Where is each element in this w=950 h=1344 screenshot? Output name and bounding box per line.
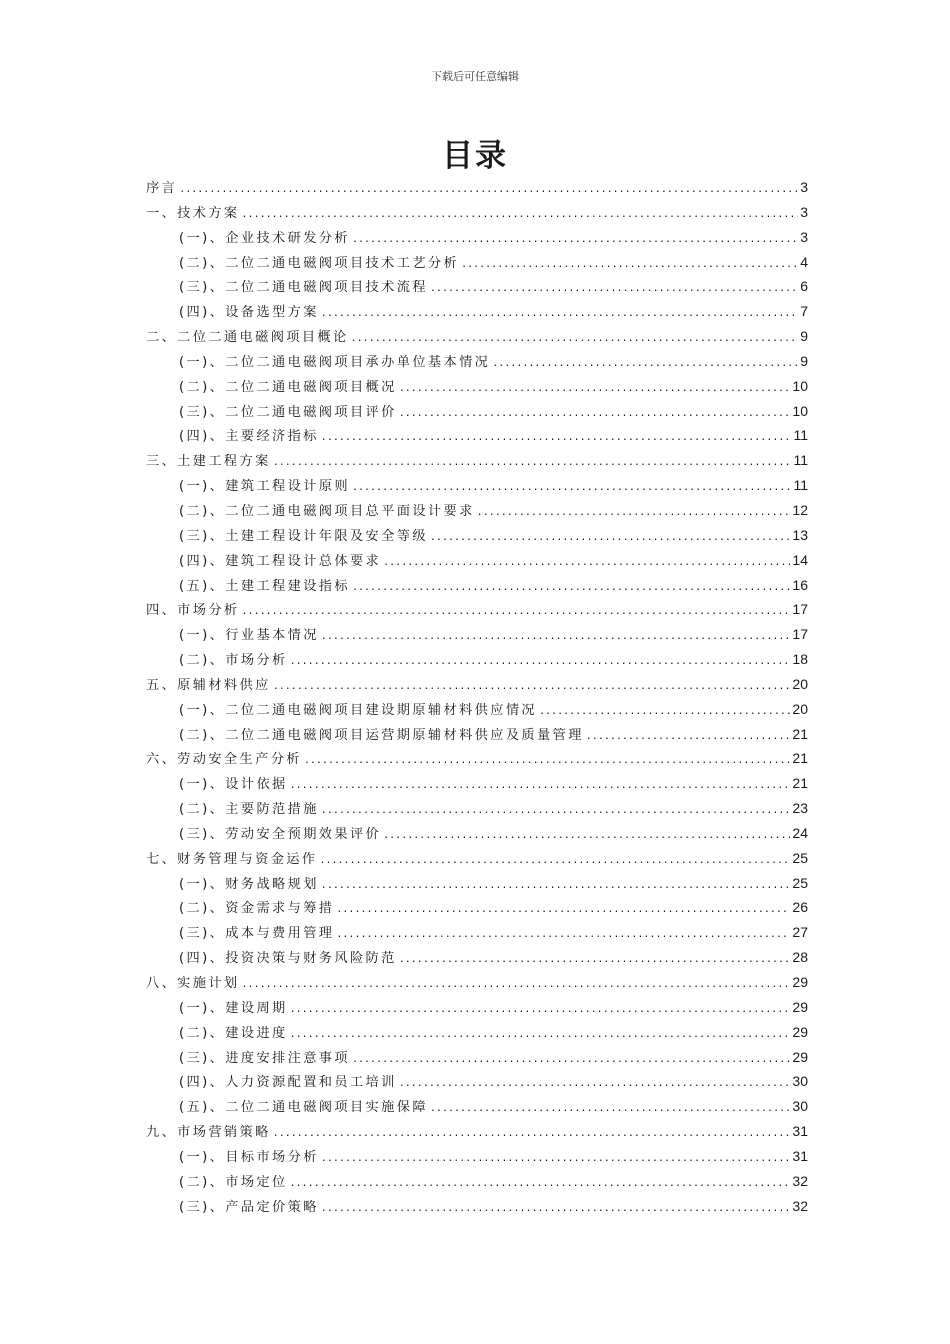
toc-leader-dots [290, 1172, 791, 1197]
toc-entry-title: 二、二位二通电磁阀项目概论 [146, 330, 349, 346]
toc-leader-dots [290, 1023, 791, 1048]
toc-leader-dots [321, 302, 798, 327]
toc-page-number: 29 [792, 998, 808, 1015]
toc-entry[interactable] [146, 175, 808, 200]
toc-leader-dots [273, 1122, 791, 1147]
toc-entry[interactable] [146, 597, 808, 622]
toc-page-number: 11 [793, 452, 808, 469]
toc-entry-title: (三)、成本与费用管理 [179, 926, 335, 942]
toc-page-number: 12 [792, 501, 808, 518]
toc-page-number: 32 [792, 1172, 808, 1189]
toc-page-number: 6 [800, 278, 808, 295]
toc-entry[interactable] [146, 200, 808, 225]
toc-subentry[interactable] [146, 1045, 808, 1070]
toc-entry[interactable] [146, 324, 808, 349]
toc-leader-dots [399, 377, 791, 402]
toc-entry-title: (一)、企业技术研发分析 [179, 230, 350, 246]
toc-page-number: 31 [792, 1147, 808, 1164]
toc-entry-title: 七、财务管理与资金运作 [146, 851, 318, 867]
toc-subentry[interactable] [146, 1020, 808, 1045]
toc-subentry[interactable] [146, 498, 808, 523]
toc-page-number: 30 [792, 1073, 808, 1090]
toc-entry-title: (四)、人力资源配置和员工培训 [179, 1075, 397, 1091]
toc-entry-title: (三)、土建工程设计年限及安全等级 [179, 528, 428, 544]
toc-page-number: 7 [800, 303, 808, 320]
toc-entry-title: (三)、进度安排注意事项 [179, 1050, 350, 1066]
toc-page-number: 11 [793, 427, 808, 444]
toc-leader-dots [336, 923, 790, 948]
toc-subentry[interactable] [146, 523, 808, 548]
toc-subentry[interactable] [146, 473, 808, 498]
toc-entry-title: (一)、二位二通电磁阀项目承办单位基本情况 [179, 354, 491, 370]
toc-subentry[interactable] [146, 796, 808, 821]
toc-leader-dots [304, 749, 791, 774]
toc-page-number: 10 [792, 402, 808, 419]
toc-leader-dots [430, 526, 791, 551]
toc-subentry[interactable] [146, 697, 808, 722]
toc-entry-title: (三)、二位二通电磁阀项目技术流程 [179, 280, 428, 296]
toc-entry[interactable] [146, 970, 808, 995]
toc-leader-dots [383, 551, 790, 576]
toc-page-number: 17 [792, 601, 808, 618]
toc-leader-dots [179, 178, 798, 203]
toc-subentry[interactable] [146, 1169, 808, 1194]
toc-subentry[interactable] [146, 1094, 808, 1119]
toc-page-number: 29 [792, 1048, 808, 1065]
toc-page-number: 25 [792, 849, 808, 866]
toc-entry-title: (三)、劳动安全预期效果评价 [179, 826, 382, 842]
toc-leader-dots [399, 1072, 791, 1097]
toc-page-number: 26 [792, 899, 808, 916]
toc-subentry[interactable] [146, 995, 808, 1020]
toc-leader-dots [290, 774, 791, 799]
toc-entry-title: (二)、二位二通电磁阀项目总平面设计要求 [179, 503, 475, 519]
toc-subentry[interactable] [146, 895, 808, 920]
toc-page-number: 10 [792, 377, 808, 394]
toc-page-number: 31 [792, 1123, 808, 1140]
toc-subentry[interactable] [146, 1144, 808, 1169]
toc-entry-title: (五)、土建工程建设指标 [179, 578, 350, 594]
toc-page-number: 25 [792, 874, 808, 891]
toc-entry-title: (二)、建设进度 [179, 1025, 288, 1041]
toc-leader-dots [336, 898, 790, 923]
toc-page-number: 9 [800, 352, 808, 369]
toc-leader-dots [321, 625, 791, 650]
toc-leader-dots [242, 600, 791, 625]
toc-leader-dots [351, 327, 799, 352]
toc-page-number: 3 [800, 203, 808, 220]
toc-entry-title: (四)、主要经济指标 [179, 429, 319, 445]
toc-list [146, 175, 808, 1218]
toc-entry-title: (四)、建筑工程设计总体要求 [179, 553, 382, 569]
toc-page-number: 18 [792, 651, 808, 668]
toc-entry-title: (一)、建筑工程设计原则 [179, 479, 350, 495]
toc-entry-title: 三、土建工程方案 [146, 454, 271, 470]
toc-entry-title: (二)、二位二通电磁阀项目运营期原辅材料供应及质量管理 [179, 727, 584, 743]
toc-subentry[interactable] [146, 225, 808, 250]
toc-entry-title: (四)、投资决策与财务风险防范 [179, 951, 397, 967]
toc-entry-title: (一)、财务战略规划 [179, 876, 319, 892]
toc-entry-title: (二)、资金需求与筹措 [179, 901, 335, 917]
toc-subentry[interactable] [146, 299, 808, 324]
toc-leader-dots [321, 1197, 791, 1222]
toc-subentry[interactable] [146, 349, 808, 374]
toc-subentry[interactable] [146, 250, 808, 275]
toc-entry[interactable] [146, 448, 808, 473]
toc-page-number: 20 [792, 700, 808, 717]
toc-leader-dots [319, 849, 790, 874]
toc-page-number: 20 [792, 675, 808, 692]
toc-entry-title: 序言 [146, 181, 178, 196]
toc-page-number: 30 [792, 1098, 808, 1115]
toc-entry[interactable] [146, 846, 808, 871]
toc-entry-title: (二)、市场分析 [179, 653, 288, 669]
toc-leader-dots [430, 1097, 791, 1122]
toc-entry-title: (三)、二位二通电磁阀项目评价 [179, 404, 397, 420]
toc-leader-dots [399, 948, 791, 973]
toc-leader-dots [290, 998, 791, 1023]
toc-subentry[interactable] [146, 423, 808, 448]
toc-page-number: 21 [792, 775, 808, 792]
toc-leader-dots [399, 402, 791, 427]
toc-page-number: 3 [800, 179, 808, 195]
toc-page-number: 16 [792, 576, 808, 593]
toc-subentry[interactable] [146, 945, 808, 970]
toc-entry-title: (二)、二位二通电磁阀项目技术工艺分析 [179, 255, 460, 271]
toc-page-number: 11 [793, 477, 808, 494]
toc-subentry[interactable] [146, 399, 808, 424]
toc-leader-dots [430, 277, 798, 302]
toc-entry-title: (一)、设计依据 [179, 777, 288, 793]
toc-leader-dots [586, 725, 791, 750]
toc-page-number: 17 [792, 626, 808, 643]
toc-entry-title: (二)、主要防范措施 [179, 802, 319, 818]
toc-entry-title: 八、实施计划 [146, 976, 240, 991]
toc-leader-dots [352, 228, 798, 253]
toc-subentry[interactable] [146, 374, 808, 399]
toc-entry-title: (二)、市场定位 [179, 1174, 288, 1190]
toc-page-number: 29 [792, 1023, 808, 1040]
toc-leader-dots [321, 1147, 791, 1172]
toc-entry[interactable] [146, 672, 808, 697]
toc-entry-title: 五、原辅材料供应 [146, 677, 271, 693]
toc-page-number: 4 [800, 253, 808, 270]
toc-leader-dots [352, 576, 790, 601]
toc-entry[interactable] [146, 1119, 808, 1144]
toc-title: 目录 [442, 138, 508, 174]
toc-page-number: 32 [792, 1197, 808, 1214]
toc-leader-dots [539, 700, 790, 725]
toc-leader-dots [290, 650, 791, 675]
toc-page-number: 3 [800, 228, 808, 245]
toc-leader-dots [273, 675, 791, 700]
toc-subentry[interactable] [146, 647, 808, 672]
toc-page-number: 21 [792, 750, 808, 767]
toc-leader-dots [461, 253, 798, 278]
toc-leader-dots [242, 973, 791, 998]
toc-leader-dots [273, 451, 792, 476]
toc-subentry[interactable] [146, 821, 808, 846]
toc-subentry[interactable] [146, 274, 808, 299]
toc-page-number: 28 [792, 949, 808, 966]
toc-page-number: 9 [800, 328, 808, 345]
header-note: 下载后可任意编辑 [431, 70, 519, 83]
toc-leader-dots [352, 476, 791, 501]
toc-leader-dots [321, 874, 791, 899]
toc-page-number: 21 [792, 725, 808, 742]
toc-leader-dots [242, 203, 799, 228]
toc-page-number: 29 [792, 974, 808, 990]
toc-subentry[interactable] [146, 722, 808, 747]
toc-entry-title: 一、技术方案 [146, 205, 240, 221]
toc-entry-title: (五)、二位二通电磁阀项目实施保障 [179, 1100, 428, 1116]
toc-subentry[interactable] [146, 622, 808, 647]
toc-entry-title: 六、劳动安全生产分析 [146, 752, 302, 768]
toc-leader-dots [492, 352, 798, 377]
toc-leader-dots [383, 824, 790, 849]
toc-entry-title: 九、市场营销策略 [146, 1125, 271, 1141]
toc-subentry[interactable] [146, 548, 808, 573]
toc-page-number: 14 [792, 551, 808, 568]
toc-entry-title: (二)、二位二通电磁阀项目概况 [179, 379, 397, 395]
toc-entry[interactable] [146, 746, 808, 771]
toc-subentry[interactable] [146, 771, 808, 796]
toc-page-number: 24 [792, 824, 808, 841]
toc-leader-dots [477, 501, 791, 526]
toc-page-number: 13 [792, 526, 808, 543]
toc-subentry[interactable] [146, 573, 808, 598]
toc-page-number: 23 [792, 800, 808, 817]
toc-subentry[interactable] [146, 1194, 808, 1219]
toc-page-number: 27 [792, 924, 808, 941]
toc-entry-title: (三)、产品定价策略 [179, 1199, 319, 1215]
toc-entry-title: (一)、行业基本情况 [179, 628, 319, 644]
toc-entry-title: (一)、二位二通电磁阀项目建设期原辅材料供应情况 [179, 702, 538, 718]
toc-leader-dots [321, 799, 791, 824]
toc-leader-dots [352, 1048, 790, 1073]
toc-entry-title: (一)、目标市场分析 [179, 1149, 319, 1165]
toc-entry-title: (一)、建设周期 [179, 1000, 288, 1016]
toc-subentry[interactable] [146, 920, 808, 945]
toc-leader-dots [321, 426, 792, 451]
toc-subentry[interactable] [146, 1069, 808, 1094]
toc-subentry[interactable] [146, 871, 808, 896]
toc-entry-title: (四)、设备选型方案 [179, 305, 319, 321]
toc-entry-title: 四、市场分析 [146, 603, 240, 619]
